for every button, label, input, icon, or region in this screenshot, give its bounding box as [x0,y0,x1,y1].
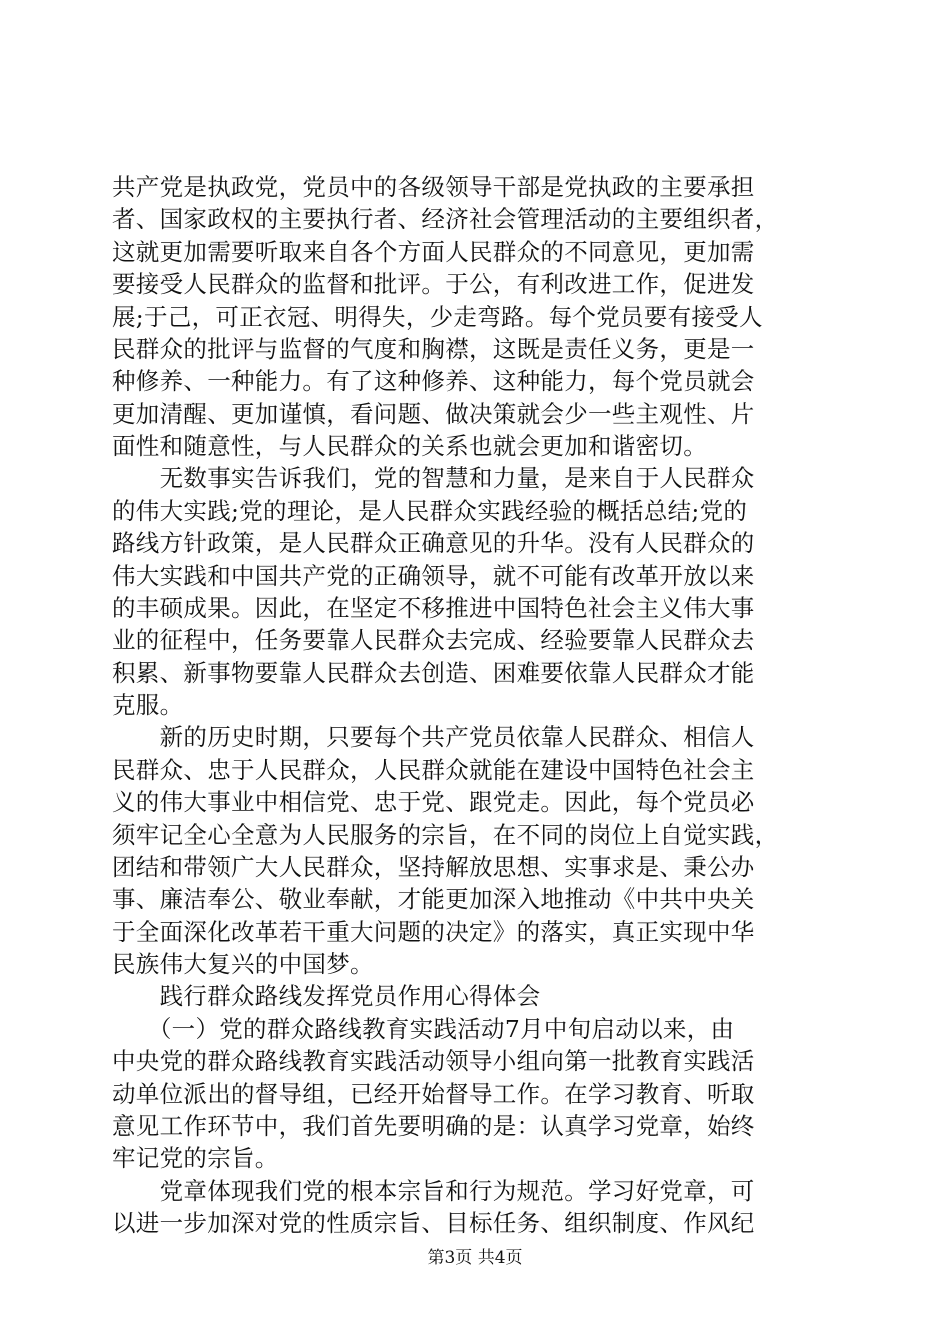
text-line: 业的征程中，任务要靠人民群众去完成、经验要靠人民群众去 [112,626,755,655]
text-line: 党章体现我们党的根本宗旨和行为规范。学习好党章，可 [112,1176,755,1205]
text-line: 动单位派出的督导组，已经开始督导工作。在学习教育、听取 [112,1079,755,1108]
text-line: 路线方针政策，是人民群众正确意见的升华。没有人民群众的 [112,529,755,558]
text-line: 展;于己，可正衣冠、明得失，少走弯路。每个党员要有接受人 [112,302,763,331]
page-footer: 第3页 共4页 [427,1248,523,1268]
text-line: 团结和带领广大人民群众，坚持解放思想、实事求是、秉公办 [112,852,755,881]
text-line: 面性和随意性，与人民群众的关系也就会更加和谐密切。 [112,432,707,460]
text-line: 者、国家政权的主要执行者、经济社会管理活动的主要组织者， [112,205,779,234]
text-line: 共产党是执政党，党员中的各级领导干部是党执政的主要承担 [112,173,755,201]
text-line: 以进一步加深对党的性质宗旨、目标任务、组织制度、作风纪 [112,1209,755,1237]
text-line: 意见工作环节中，我们首先要明确的是：认真学习党章，始终 [112,1111,755,1140]
text-line: 民族伟大复兴的中国梦。 [112,950,374,978]
paragraph-start-line: 新的历史时期，只要每个共产党员依靠人民群众、相信人 [112,723,755,752]
text-line: 中央党的群众路线教育实践活动领导小组向第一批教育实践活 [112,1047,755,1076]
text-line: 义的伟大事业中相信党、忠于党、跟党走。因此，每个党员必 [112,788,755,817]
text-line: 事、廉洁奉公、敬业奉献，才能更加深入地推动《中共中央关 [112,885,755,914]
text-line: 的丰硕成果。因此，在坚定不移推进中国特色社会主义伟大事 [112,593,755,622]
text-line: 种修养、一种能力。有了这种修养、这种能力，每个党员就会 [112,367,755,396]
text-line: 要接受人民群众的监督和批评。于公，有利改进工作，促进发 [112,270,755,299]
text-line: 民群众、忠于人民群众，人民群众就能在建设中国特色社会主 [112,755,755,784]
text-line: 更加清醒、更加谨慎，看问题、做决策就会少一些主观性、片 [112,399,755,428]
text-line: 伟大实践和中国共产党的正确领导，就不可能有改革开放以来 [112,561,755,590]
text-line: 民群众的批评与监督的气度和胸襟，这既是责任义务，更是一 [112,334,755,363]
text-line: 的伟大实践;党的理论，是人民群众实践经验的概括总结;党的 [112,496,748,525]
text-line: 于全面深化改革若干重大问题的决定》的落实，真正实现中华 [112,917,755,946]
text-line: 克服。 [112,691,184,719]
text-line: 须牢记全心全意为人民服务的宗旨，在不同的岗位上自觉实践， [112,820,779,849]
text-line: 这就更加需要听取来自各个方面人民群众的不同意见，更加需 [112,237,755,266]
text-line: 积累、新事物要靠人民群众去创造、困难要依靠人民群众才能 [112,658,755,687]
section-heading: 践行群众路线发挥党员作用心得体会 [112,982,541,1011]
paragraph-start-line: （一）党的群众路线教育实践活动7月中旬启动以来，由 [112,1014,735,1043]
paragraph-start-line: 无数事实告诉我们，党的智慧和力量，是来自于人民群众 [112,464,755,493]
text-line: 牢记党的宗旨。 [112,1144,279,1173]
